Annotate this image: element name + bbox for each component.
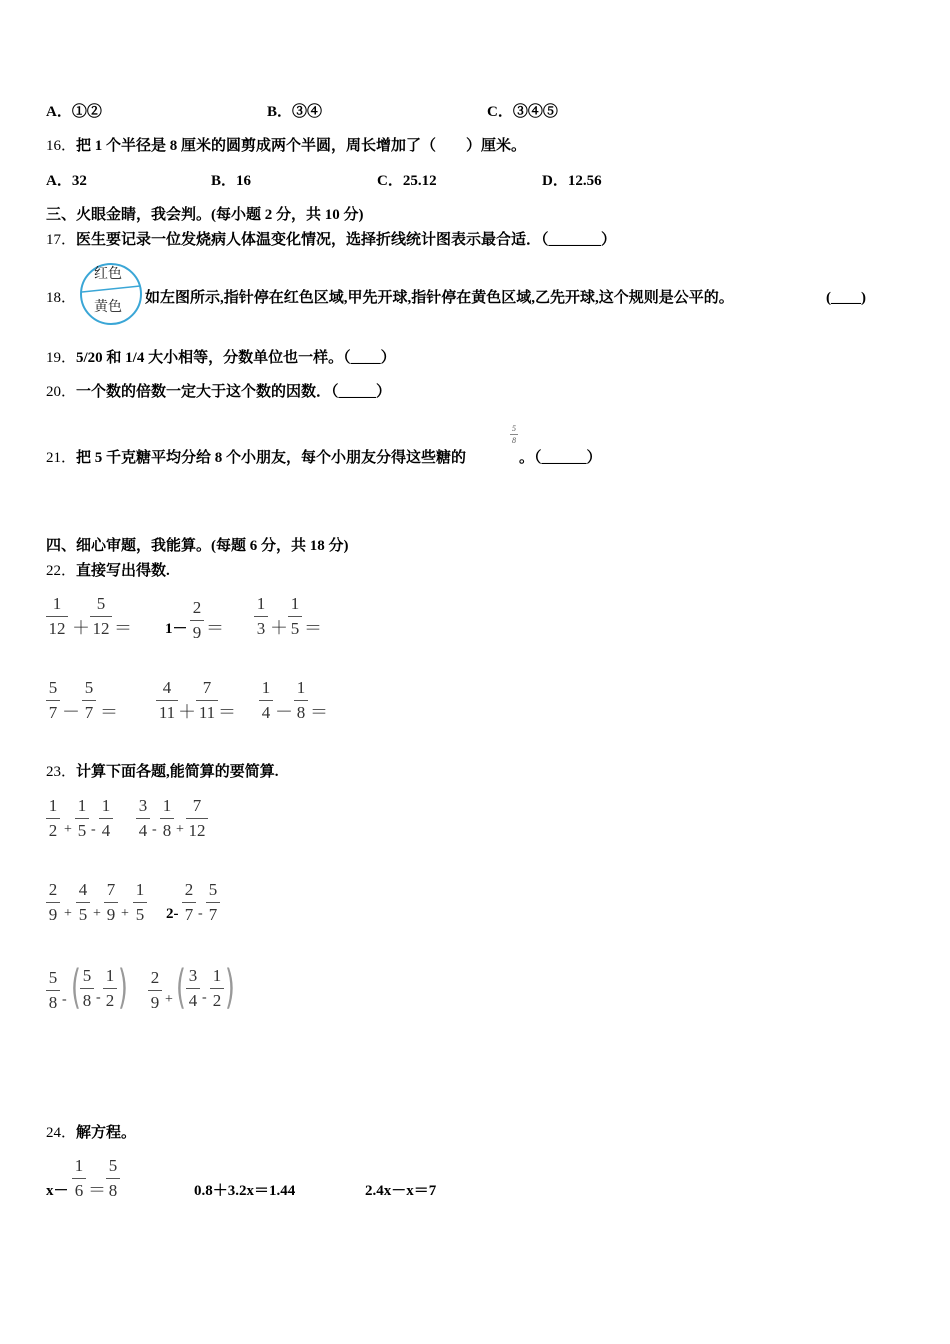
equation-3: 2.4x－x＝7: [365, 1183, 437, 1199]
question-number: 24．: [46, 1125, 77, 1141]
question-number: 19．: [46, 350, 77, 366]
question-22: [46, 561, 170, 581]
fraction: 2 9: [148, 968, 162, 1013]
left-parenthesis: (: [176, 960, 186, 1014]
fraction: 1 2: [46, 796, 60, 841]
question-text: 计算下面各题,能简算的要简算.: [76, 764, 279, 780]
fraction: 1 2: [210, 966, 224, 1011]
question-number: 18．: [46, 290, 77, 306]
equation-2: 0.8＋3.2x＝1.44: [194, 1183, 296, 1199]
fraction: 3 4: [136, 796, 150, 841]
fraction: 1 5: [75, 796, 89, 841]
section-heading-3: [46, 205, 364, 225]
equals-sign: ＝: [100, 702, 118, 722]
question-number: 16．: [46, 138, 77, 154]
fraction: 2 7: [182, 880, 196, 925]
fraction: 2 9: [190, 598, 204, 643]
fraction: 4 5: [76, 880, 90, 925]
fraction: 1 4: [259, 678, 273, 723]
question-text: 解方程。: [76, 1125, 137, 1141]
question-number: 22．: [46, 563, 77, 579]
minus-operator: －: [275, 702, 293, 722]
fraction: 1 12: [46, 594, 68, 639]
fraction: 1 5: [133, 880, 147, 925]
question-24: [46, 1123, 136, 1143]
plus-operator: +: [165, 992, 173, 1007]
section-heading-text: 三、火眼金睛，我会判。(每小题 2 分，共 10 分): [46, 207, 364, 223]
question-18: [46, 288, 76, 308]
question-number: 21．: [46, 450, 77, 466]
section-heading-4: [46, 536, 349, 556]
fraction: 5 8: [46, 968, 60, 1013]
equals-sign: ＝: [114, 618, 132, 638]
equals-sign: ＝: [88, 1180, 106, 1200]
equals-sign: ＝: [310, 702, 328, 722]
plus-operator: +: [176, 822, 184, 837]
fraction: 1 3: [254, 594, 268, 639]
fraction: 3 4: [186, 966, 200, 1011]
minus-operator: -: [91, 822, 96, 837]
plus-operator: +: [121, 906, 129, 921]
answer-blank: (____): [826, 290, 866, 306]
fraction: 1 8: [294, 678, 308, 723]
equals-sign: ＝: [304, 618, 322, 638]
fraction: 5 7: [46, 678, 60, 723]
option-c: C．25.12: [377, 173, 437, 189]
section-heading-text: 四、细心审题，我能算。(每题 6 分，共 18 分): [46, 538, 349, 554]
plus-operator: ＋: [72, 618, 90, 638]
fraction: 1 6: [72, 1156, 86, 1201]
plus-operator: ＋: [178, 702, 196, 722]
plus-operator: +: [64, 906, 72, 921]
question-17: [46, 230, 616, 250]
option-a: A．①②: [46, 104, 102, 120]
fraction: 4 11: [156, 678, 178, 723]
plus-operator: +: [93, 906, 101, 921]
question-text: 5/20 和 1/4 大小相等，分数单位也一样。（____）: [76, 350, 396, 366]
fraction: 5 7: [82, 678, 96, 723]
fraction: 1 4: [99, 796, 113, 841]
option-b: B．16: [211, 173, 252, 189]
fraction: 7 11: [196, 678, 218, 723]
fraction: 2 9: [46, 880, 60, 925]
option-a: A．32: [46, 173, 87, 189]
spinner-red-label: 红色: [94, 266, 122, 282]
option-b: B．③④: [267, 104, 323, 120]
question-text: 医生要记录一位发烧病人体温变化情况，选择折线统计图表示最合适．（_______）: [76, 232, 617, 248]
fraction: 7 9: [104, 880, 118, 925]
question-21-tail: 。（______）: [519, 450, 602, 466]
fraction-numerator: 5: [512, 424, 516, 433]
fraction: 5 8: [80, 966, 94, 1011]
fraction: 1 2: [103, 966, 117, 1011]
minus-operator: -: [62, 992, 67, 1007]
right-parenthesis: ): [225, 960, 235, 1014]
question-18-text: 如左图所示,指针停在红色区域,甲先开球,指针停在黄色区域,乙先开球,这个规则是公平的。: [145, 290, 734, 306]
question-text: 直接写出得数.: [76, 563, 170, 579]
fraction: 5 8: [106, 1156, 120, 1201]
spinner-yellow-label: 黄色: [94, 299, 122, 315]
option-c: C．③④⑤: [487, 104, 558, 120]
whole-number: 2-: [166, 906, 179, 922]
question-19: [46, 348, 396, 368]
minus-operator: -: [152, 822, 157, 837]
fraction: 1 8: [160, 796, 174, 841]
minus-operator: -: [198, 906, 203, 921]
spinner-diagram: [78, 262, 144, 326]
option-d: D．12.56: [542, 173, 602, 189]
question-20: [46, 382, 391, 402]
fraction: 7 12: [186, 796, 208, 841]
minus-operator: -: [202, 990, 207, 1005]
question-text: 把 5 千克糖平均分给 8 个小朋友，每个小朋友分得这些糖的: [76, 450, 467, 466]
fraction: 1 5: [288, 594, 302, 639]
left-parenthesis: (: [71, 960, 81, 1014]
question-16: [46, 136, 526, 156]
equals-sign: ＝: [218, 702, 236, 722]
question-21: [46, 448, 466, 468]
right-parenthesis: ): [118, 960, 128, 1014]
fraction: 5 12: [90, 594, 112, 639]
question-number: 17．: [46, 232, 77, 248]
question-text: 把 1 个半径是 8 厘米的圆剪成两个半圆，周长增加了（ ）厘米。: [76, 138, 527, 154]
tiny-fraction: [510, 424, 518, 445]
plus-operator: ＋: [270, 618, 288, 638]
fraction-denominator: 8: [512, 436, 516, 445]
plus-operator: +: [64, 822, 72, 837]
minus-operator: -: [96, 990, 101, 1005]
whole-number: 1－: [165, 621, 188, 637]
equation-1-left: x－: [46, 1183, 69, 1199]
question-23: [46, 762, 279, 782]
question-number: 20．: [46, 384, 77, 400]
equals-sign: ＝: [206, 618, 224, 638]
fraction: 5 7: [206, 880, 220, 925]
question-number: 23．: [46, 764, 77, 780]
minus-operator: －: [62, 702, 80, 722]
question-text: 一个数的倍数一定大于这个数的因数．（_____）: [76, 384, 392, 400]
